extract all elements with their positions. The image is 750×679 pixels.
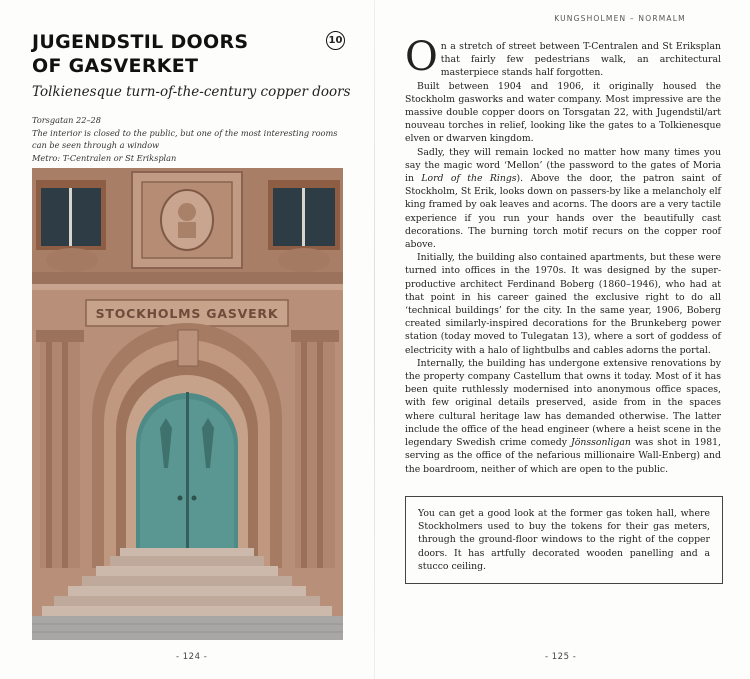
metro-info: Metro: T-Centralen or St Eriksplan (32, 152, 177, 163)
paragraph-5: Internally, the building has undergone extensive renovations by the property company Castellum that owns it today. Most of it has been quite ruthlessly modernised into anonymous office spaces, with few original details preserved, aside from in the spaces where cultural heritage law has demanded otherwise. The latter include the office of the head engineer (where a heist scene in the legendary Swedish crime comedy Jönssonligan was shot in 1981, serving as the office of the nefarious millionaire Wall-Enberg) and the boardroom, neither of which are open to the public. (405, 357, 721, 475)
page-number-right: - 125 - (545, 652, 577, 662)
location-info (32, 114, 352, 164)
page-title: JUGENDSTIL DOORS OF GASVERKET (32, 31, 249, 77)
article-body (405, 34, 721, 476)
sidebar-box: You can get a good look at the former gas token hall, where Stockholmers used to buy the tokens for their gas meters, through the ground-floor windows to the right of the copper doors. It has artfully decorated wooden panelling and a stucco ceiling. (405, 496, 723, 584)
photo-sign-text: STOCKHOLMS GASVERK (95, 306, 279, 321)
right-page (375, 0, 750, 679)
gasverket-door-photo (32, 168, 343, 640)
access-note: The interior is closed to the public, but one of the most interesting rooms can be seen through a window (32, 127, 338, 150)
subtitle: Tolkienesque turn-of-the-century copper doors (32, 84, 351, 100)
paragraph-1: On a stretch of street between T-Centralen and St Eriksplan that fairly few pedestrians walk, an architectural masterpiece stands half forgotten. (405, 34, 721, 80)
paragraph-3: Sadly, they will remain locked no matter how many times you say the magic word ‘Mellon’ (the password to the gates of Moria in Lord of the Rings). Above the door, the patron saint of Stockholm, St Erik, looks down on passers-by like a melancholy elf king framed by oak leaves and acorns. The doors are a very tactile experience if you run your hands over the beautifully cast decorations. The burning torch motif recurs on the copper roof above. (405, 146, 721, 251)
address: Torsgatan 22–28 (32, 115, 101, 125)
running-head: KUNGSHOLMEN – NORMALM (554, 14, 686, 23)
paragraph-2: Built between 1904 and 1906, it originally housed the Stockholm gasworks and water company. Most impressive are the massive double copper doors on Torsgatan 22, with Jugendstil/art nouveau torches in relief, looking like the gates to a Tolkienesque elven or dwarven kingdom. (405, 80, 721, 145)
paragraph-4: Initially, the building also contained apartments, but these were turned into offices in the 1970s. It was designed by the super-productive architect Ferdinand Boberg (1860–1946), who had at that point in his career gained the exclusive right to do all ‘technical buildings’ for the city. In the same year, 1906, Boberg created similarly-inspired decorations for the Brunkeberg power station (today moved to Tulegatan 13), where a sort of goddess of electricity with a halo of lightbulbs and cables adorns the portal. (405, 252, 721, 356)
page-number-left: - 124 - (176, 652, 208, 662)
drop-cap: O (405, 34, 438, 80)
entry-number-badge: 10 (326, 31, 345, 50)
